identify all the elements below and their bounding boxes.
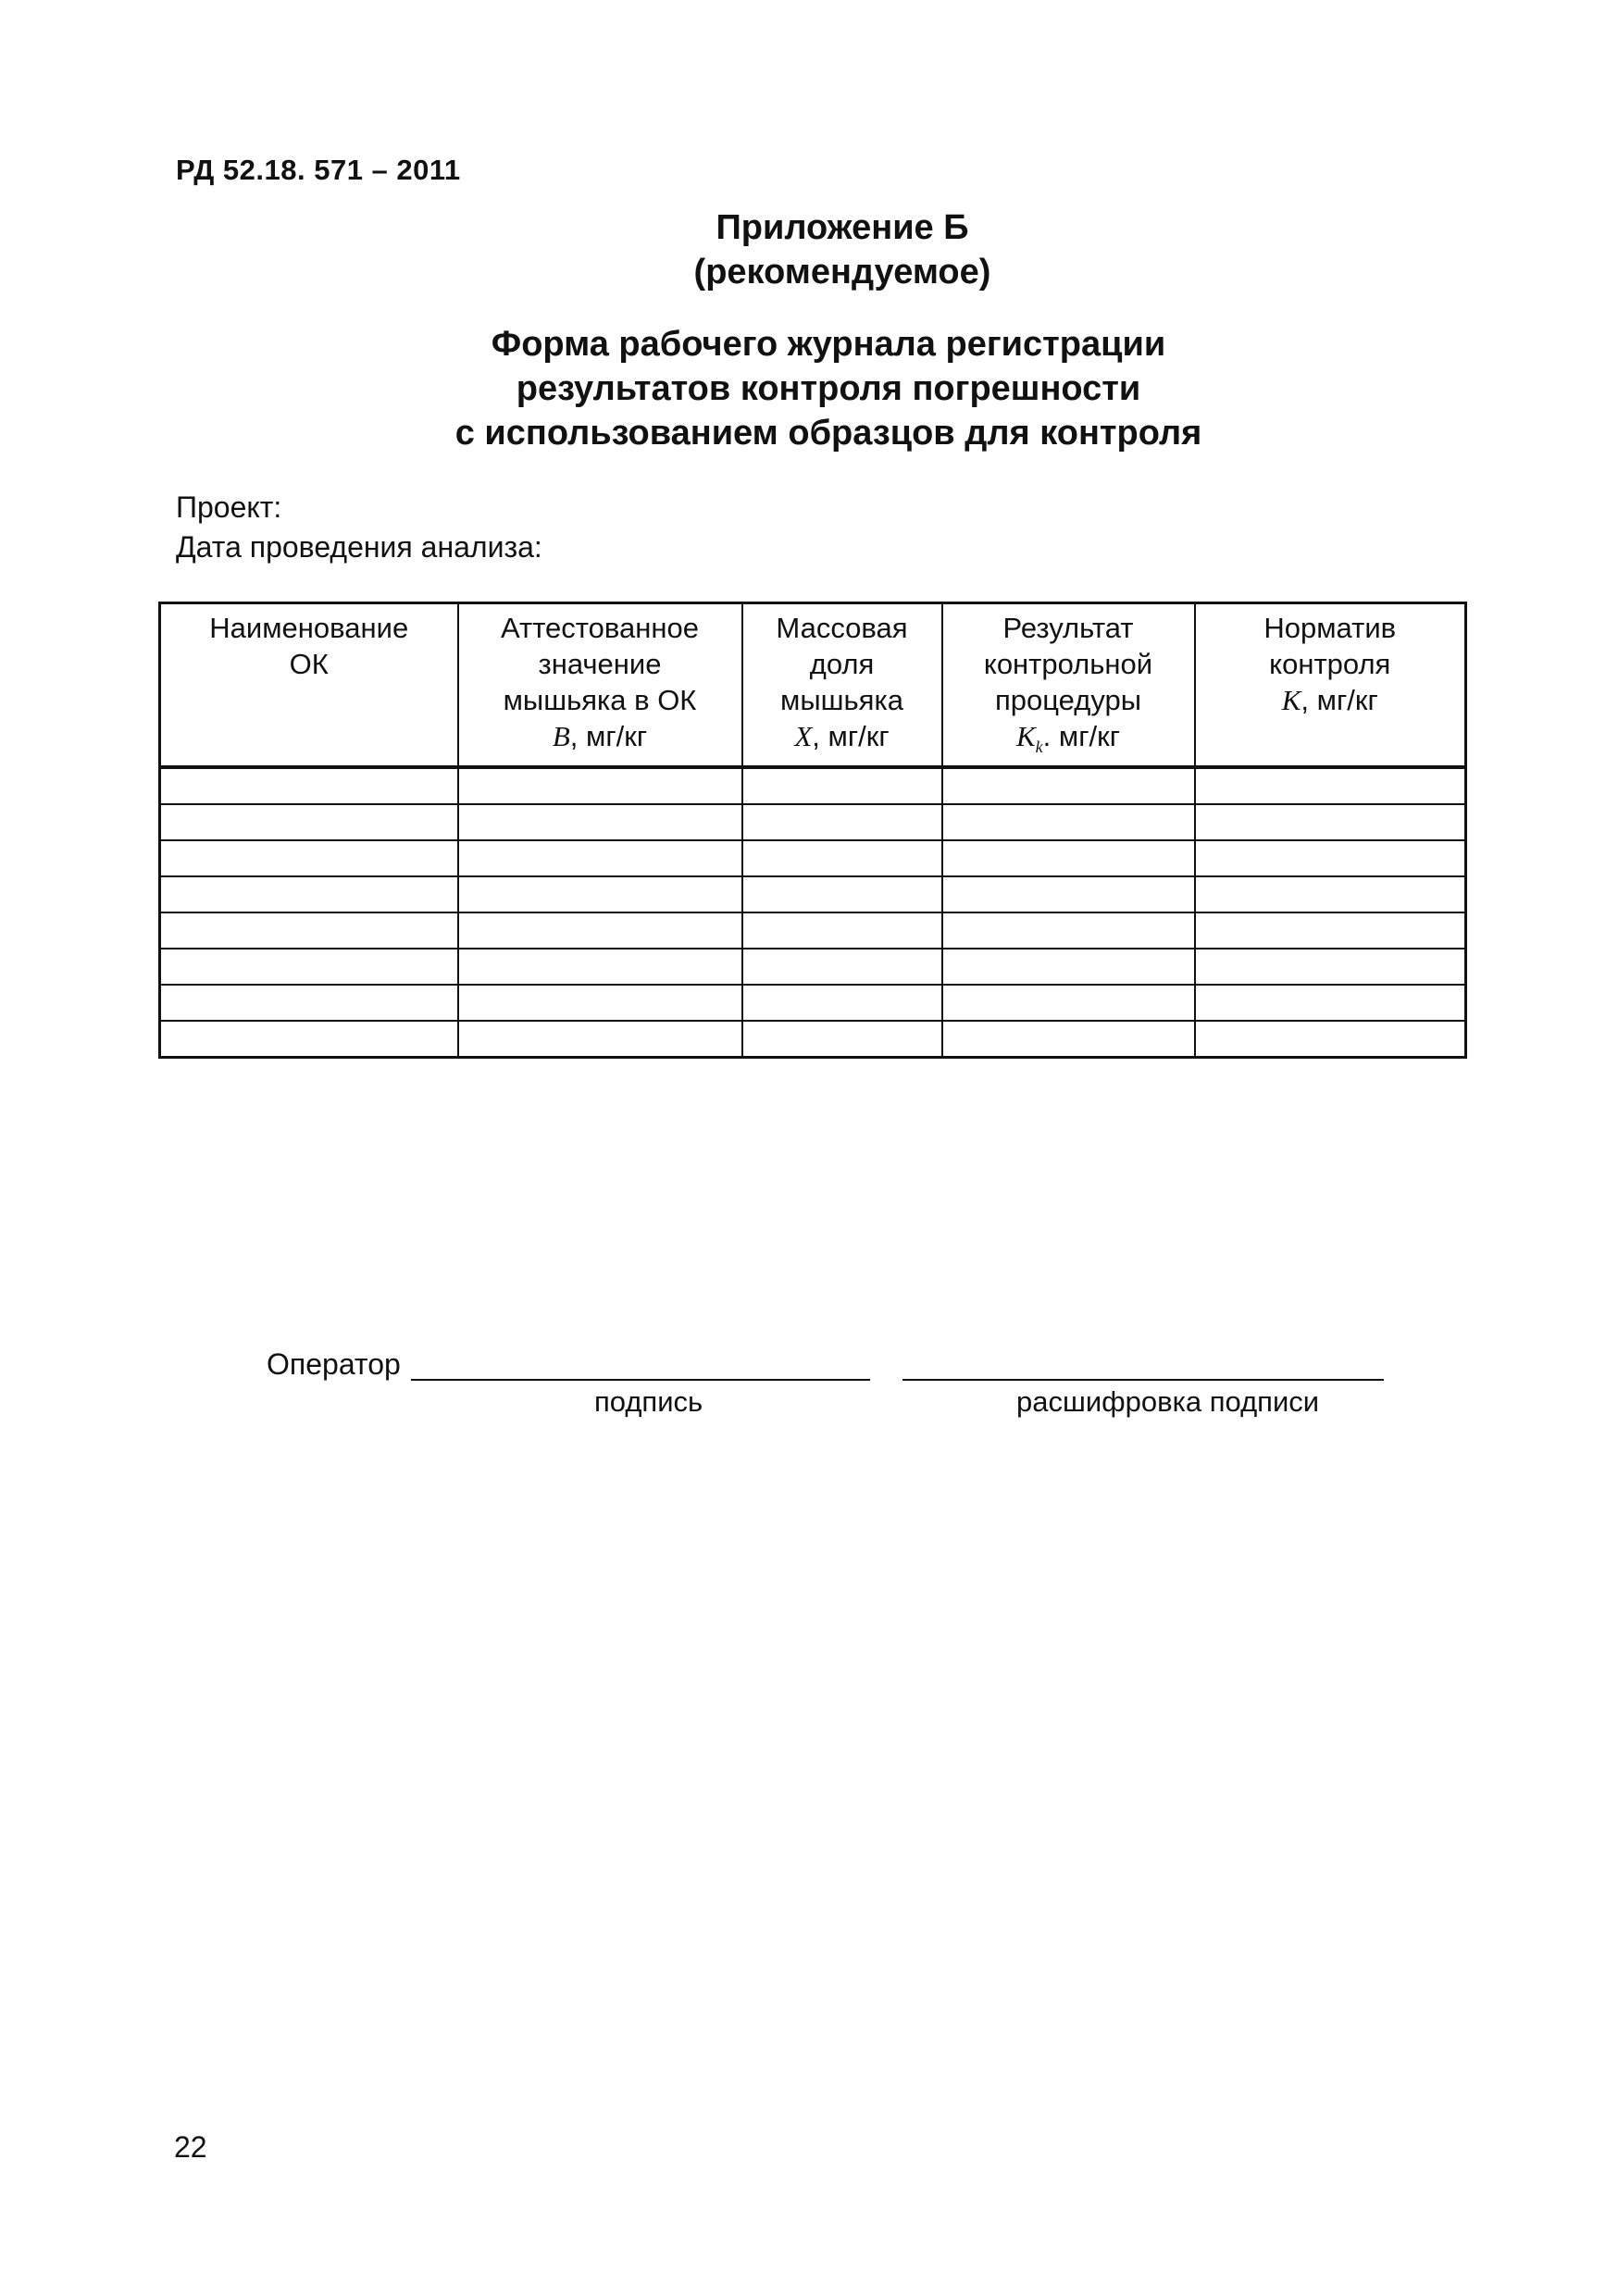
symbol-k: K xyxy=(1281,684,1301,716)
table-cell[interactable] xyxy=(942,985,1195,1021)
form-title-line: Форма рабочего журнала регистрации xyxy=(491,325,1166,364)
table-cell[interactable] xyxy=(942,804,1195,840)
table-row xyxy=(160,804,1466,840)
table-cell[interactable] xyxy=(942,876,1195,912)
table-cell[interactable] xyxy=(160,912,458,949)
table-cell[interactable] xyxy=(458,876,742,912)
table-body xyxy=(160,767,1466,1058)
table-row xyxy=(160,840,1466,876)
table-cell[interactable] xyxy=(742,767,942,804)
signature-line xyxy=(411,1379,870,1381)
table-cell[interactable] xyxy=(160,985,458,1021)
table-cell[interactable] xyxy=(160,840,458,876)
header-mass-fraction: Массовая доля мышьяка X, мг/кг xyxy=(742,603,942,768)
table-cell[interactable] xyxy=(742,985,942,1021)
table-row xyxy=(160,876,1466,912)
table-cell[interactable] xyxy=(1195,949,1466,985)
table-cell[interactable] xyxy=(458,840,742,876)
table-row xyxy=(160,985,1466,1021)
symbol-x: X xyxy=(794,720,813,752)
table-cell[interactable] xyxy=(160,949,458,985)
table-cell[interactable] xyxy=(742,840,942,876)
table-cell[interactable] xyxy=(458,767,742,804)
table-cell[interactable] xyxy=(942,1021,1195,1058)
signature-caption: подпись xyxy=(594,1385,703,1418)
signature-decoding-caption: расшифровка подписи xyxy=(1016,1385,1320,1418)
header-certified-value: Аттестованное значение мышьяка в ОК B, мг/кг xyxy=(458,603,742,768)
journal-table xyxy=(158,602,1467,1059)
table-cell[interactable] xyxy=(1195,804,1466,840)
page-number: 22 xyxy=(174,2130,207,2164)
signature-decoding-line xyxy=(902,1379,1384,1381)
table-cell[interactable] xyxy=(458,1021,742,1058)
operator-label: Оператор xyxy=(267,1347,401,1381)
header-control-standard: Норматив контроля K, мг/кг xyxy=(1195,603,1466,768)
table-cell[interactable] xyxy=(160,804,458,840)
table-cell[interactable] xyxy=(742,1021,942,1058)
table-cell[interactable] xyxy=(1195,876,1466,912)
appendix-subtitle: (рекомендуемое) xyxy=(693,253,991,292)
table-row xyxy=(160,767,1466,804)
form-title xyxy=(278,322,1379,455)
table-cell[interactable] xyxy=(458,912,742,949)
symbol-b: B xyxy=(552,720,570,752)
table-cell[interactable] xyxy=(458,985,742,1021)
table-cell[interactable] xyxy=(1195,840,1466,876)
table-cell[interactable] xyxy=(742,804,942,840)
table-cell[interactable] xyxy=(458,949,742,985)
table-header-row xyxy=(160,603,1466,768)
table-cell[interactable] xyxy=(942,912,1195,949)
table-cell[interactable] xyxy=(1195,985,1466,1021)
table-cell[interactable] xyxy=(1195,1021,1466,1058)
table-cell[interactable] xyxy=(742,912,942,949)
table-cell[interactable] xyxy=(458,804,742,840)
symbol-kk: K xyxy=(1015,720,1036,752)
table-cell[interactable] xyxy=(942,949,1195,985)
table-row xyxy=(160,1021,1466,1058)
document-code: РД 52.18. 571 – 2011 xyxy=(176,154,461,186)
table-cell[interactable] xyxy=(942,767,1195,804)
table-cell[interactable] xyxy=(742,876,942,912)
form-title-line: результатов контроля погрешности xyxy=(516,369,1141,408)
header-control-result: Результат контрольной процедуры $K_k$. мг/кг xyxy=(942,603,1195,768)
project-label: Проект: xyxy=(176,490,282,524)
table-row xyxy=(160,912,1466,949)
header-ok-name: Наименование ОК xyxy=(160,603,458,768)
table-cell[interactable] xyxy=(942,840,1195,876)
analysis-date-label: Дата проведения анализа: xyxy=(176,530,542,564)
table-cell[interactable] xyxy=(160,876,458,912)
table-cell[interactable] xyxy=(1195,912,1466,949)
table-cell[interactable] xyxy=(1195,767,1466,804)
table-row xyxy=(160,949,1466,985)
table-cell[interactable] xyxy=(160,767,458,804)
table-cell[interactable] xyxy=(160,1021,458,1058)
form-title-line: с использованием образцов для контроля xyxy=(454,414,1202,453)
table-cell[interactable] xyxy=(742,949,942,985)
appendix-title: Приложение Б xyxy=(716,208,969,247)
